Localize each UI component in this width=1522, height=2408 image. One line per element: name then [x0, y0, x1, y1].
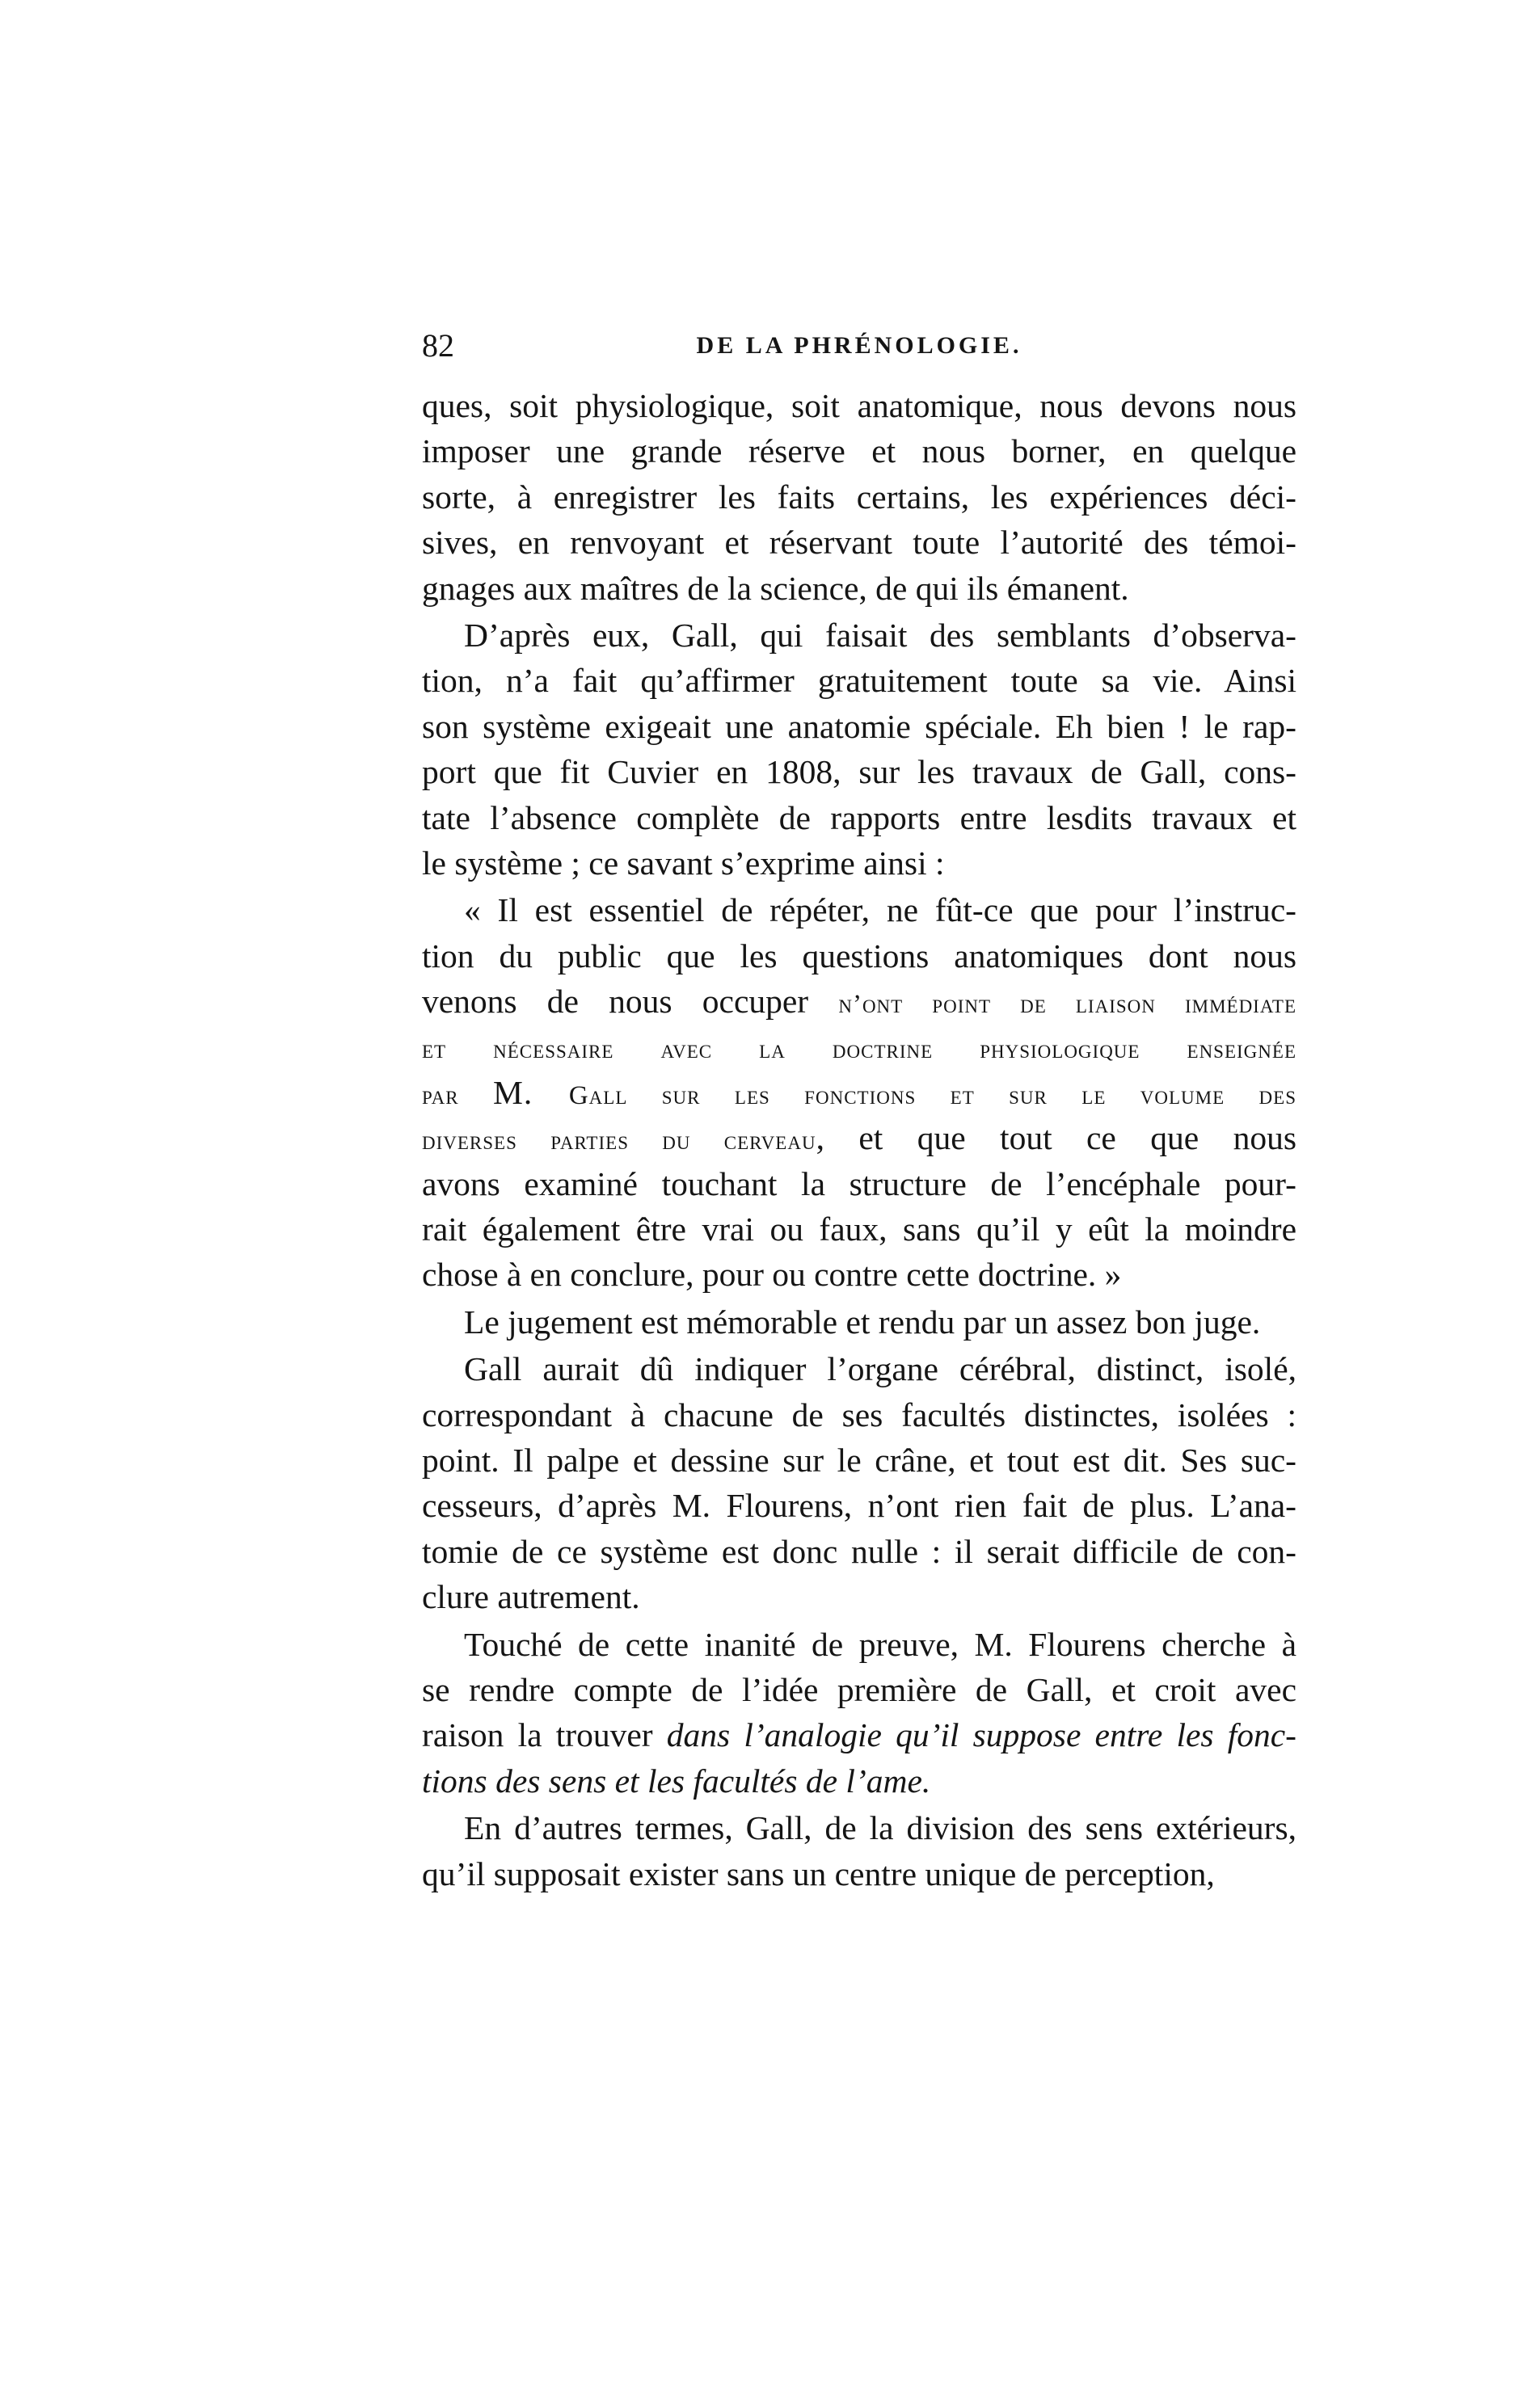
text-segment: D’après eux, Gall, qui faisait des semblants d’observa- [464, 616, 1296, 654]
text-line [422, 1667, 1296, 1712]
page-header [422, 323, 1296, 368]
text-segment: gnages aux maîtres de la science, de qui ils émanent. [422, 569, 1129, 607]
text-line [422, 1115, 1296, 1160]
text-line [422, 1299, 1296, 1345]
paragraph [422, 1622, 1296, 1804]
text-line [422, 1438, 1296, 1483]
text-segment: tion, n’a fait qu’affirmer gratuitement toute sa vie. Ainsi [422, 662, 1296, 700]
small-caps-text: M. [493, 1073, 569, 1111]
text-line [422, 1483, 1296, 1528]
text-segment: sives, en renvoyant et réservant toute l’autorité des témoi- [422, 524, 1296, 562]
text-segment: rait également être vrai ou faux, sans qu’il y eût la moindre [422, 1210, 1296, 1248]
text-line [422, 1206, 1296, 1252]
text-block [422, 323, 1296, 1897]
text-line [422, 1024, 1296, 1069]
small-caps-text: diverses parties du cerveau [422, 1126, 816, 1156]
text-segment: Touché de cette inanité de preuve, M. Flourens cherche à [464, 1625, 1296, 1663]
text-segment: avons examiné touchant la structure de l’encéphale pour- [422, 1164, 1296, 1202]
text-segment: tion du public que les questions anatomiques dont nous [422, 937, 1296, 975]
text-line [422, 613, 1296, 658]
body-text [422, 383, 1296, 1897]
italic-text: tions des sens et les facultés de l’ame. [422, 1762, 931, 1800]
paragraph [422, 887, 1296, 1298]
small-caps-text: n’ont point de liaison immédiate [838, 990, 1296, 1020]
text-segment: sorte, à enregistrer les faits certains, les expériences déci- [422, 478, 1296, 516]
text-segment: venons de nous occuper [422, 983, 839, 1021]
paragraph [422, 1299, 1296, 1345]
italic-text: dans l’analogie qu’il suppose entre les fonc- [666, 1716, 1296, 1754]
text-segment: tate l’absence complète de rapports entre lesdits travaux et [422, 798, 1296, 836]
text-line [422, 1346, 1296, 1391]
text-segment: chose à en conclure, pour ou contre cette doctrine. » [422, 1256, 1122, 1294]
text-line [422, 1161, 1296, 1206]
text-line [422, 1622, 1296, 1667]
text-segment: ques, soit physiologique, soit anatomique, nous devons nous [422, 387, 1296, 424]
text-segment: cesseurs, d’après M. Flourens, n’ont rien fait de plus. L’ana- [422, 1487, 1296, 1525]
text-line [422, 1252, 1296, 1297]
paragraph [422, 1346, 1296, 1619]
text-line [422, 795, 1296, 840]
text-segment: Gall aurait dû indiquer l’organe cérébral, distinct, isolé, [464, 1350, 1296, 1388]
text-line [422, 1758, 1296, 1804]
text-line [422, 1805, 1296, 1850]
text-line [422, 704, 1296, 749]
text-line [422, 520, 1296, 565]
text-line [422, 428, 1296, 474]
text-line [422, 933, 1296, 979]
text-segment: imposer une grande réserve et nous borner, en quelque [422, 432, 1296, 470]
running-title: DE LA PHRÉNOLOGIE. [696, 332, 1022, 359]
text-line [422, 1529, 1296, 1574]
text-line [422, 658, 1296, 703]
text-segment: En d’autres termes, Gall, de la division des sens extérieurs, [464, 1809, 1296, 1847]
small-caps-text: par [422, 1080, 494, 1110]
text-line [422, 1574, 1296, 1619]
text-line [422, 474, 1296, 520]
paragraph [422, 1805, 1296, 1897]
text-line [422, 383, 1296, 428]
small-caps-text: et nécessaire avec la doctrine physiologique enseignée [422, 1035, 1296, 1065]
text-segment: raison la trouver [422, 1716, 667, 1754]
text-segment: le système ; ce savant s’exprime ainsi : [422, 844, 945, 882]
text-line [422, 566, 1296, 611]
small-caps-text: Gall sur les fonctions et sur le volume des [568, 1080, 1296, 1110]
text-segment: clure autrement. [422, 1578, 640, 1616]
text-line [422, 887, 1296, 932]
text-segment: Le jugement est mémorable et rendu par un assez bon juge. [464, 1303, 1261, 1341]
paragraph [422, 613, 1296, 886]
paragraph [422, 383, 1296, 611]
text-segment: « Il est essentiel de répéter, ne fût-ce que pour l’instruc- [464, 891, 1296, 929]
text-line [422, 979, 1296, 1024]
text-line [422, 1851, 1296, 1897]
page-number: 82 [422, 327, 454, 364]
text-line [422, 749, 1296, 794]
text-segment: se rendre compte de l’idée première de Gall, et croit avec [422, 1670, 1296, 1708]
text-segment: point. Il palpe et dessine sur le crâne, et tout est dit. Ses suc- [422, 1441, 1296, 1479]
text-segment: qu’il supposait exister sans un centre unique de perception, [422, 1854, 1215, 1892]
text-segment: port que fit Cuvier en 1808, sur les travaux de Gall, cons- [422, 753, 1296, 791]
text-line [422, 1070, 1296, 1115]
text-segment: son système exigeait une anatomie spéciale. Eh bien ! le rap- [422, 707, 1296, 745]
text-segment: tomie de ce système est donc nulle : il serait difficile de con- [422, 1532, 1296, 1570]
text-segment: , et que tout ce que nous [816, 1119, 1296, 1157]
text-segment: correspondant à chacune de ses facultés distinctes, isolées : [422, 1396, 1296, 1433]
text-line [422, 1712, 1296, 1758]
text-line [422, 1392, 1296, 1438]
text-line [422, 840, 1296, 886]
